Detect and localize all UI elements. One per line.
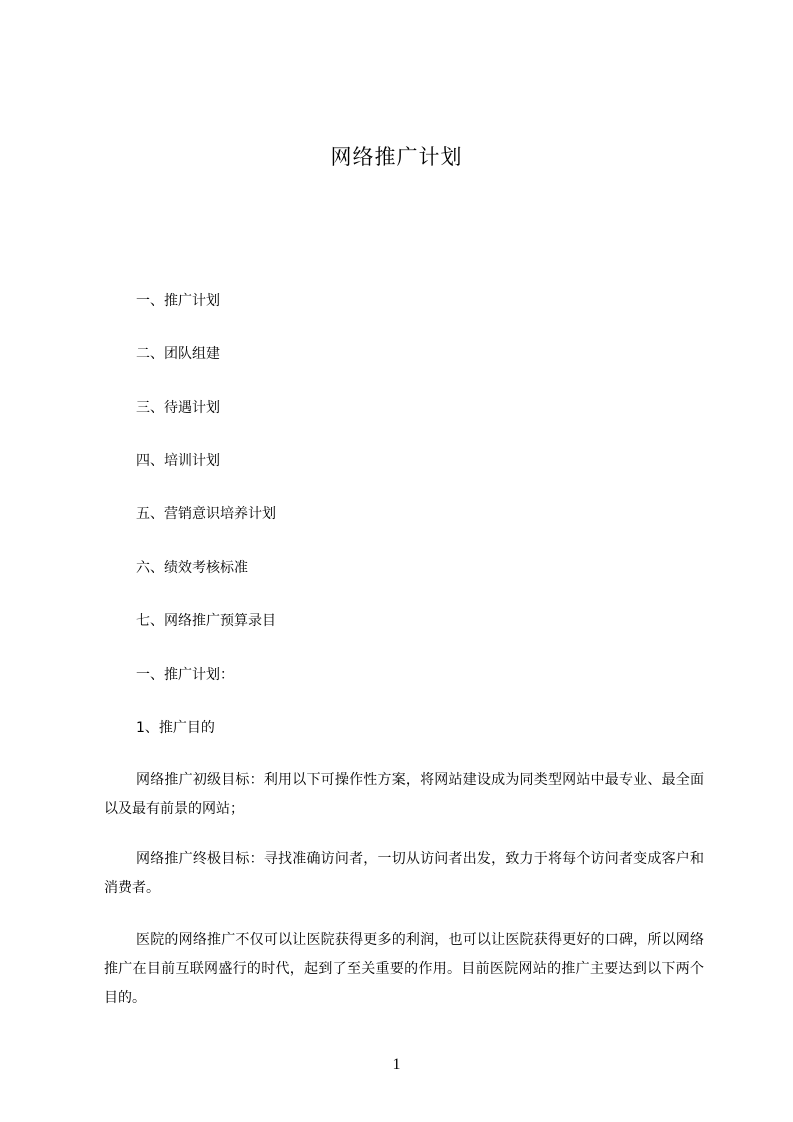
toc-item-4: 四、培训计划	[136, 453, 220, 469]
toc-item-7: 七、网络推广预算录目	[136, 613, 276, 629]
toc-item-1: 一、推广计划	[136, 293, 220, 309]
toc-item-3: 三、待遇计划	[136, 400, 220, 416]
paragraph-2: 网络推广终极目标：寻找准确访问者，一切从访问者出发，致力于将每个访问者变成客户和消费者。	[104, 851, 704, 896]
subsection-heading: 1、推广目的	[136, 720, 215, 736]
toc-item-5: 五、营销意识培养计划	[136, 506, 276, 522]
paragraph-1: 网络推广初级目标：利用以下可操作性方案，将网站建设成为同类型网站中最专业、最全面以及最有前景的网站；	[104, 772, 704, 817]
page-number: 1	[392, 1056, 401, 1073]
paragraph-3: 医院的网络推广不仅可以让医院获得更多的利润，也可以让医院获得更好的口碑，所以网络推广在目前互联网盛行的时代，起到了至关重要的作用。目前医院网站的推广主要达到以下两个目的。	[104, 932, 704, 1006]
toc-item-2: 二、团队组建	[136, 346, 220, 362]
toc-item-6: 六、绩效考核标准	[136, 560, 248, 576]
section-heading: 一、推广计划：	[136, 667, 234, 683]
document-title: 网络推广计划	[330, 145, 463, 169]
